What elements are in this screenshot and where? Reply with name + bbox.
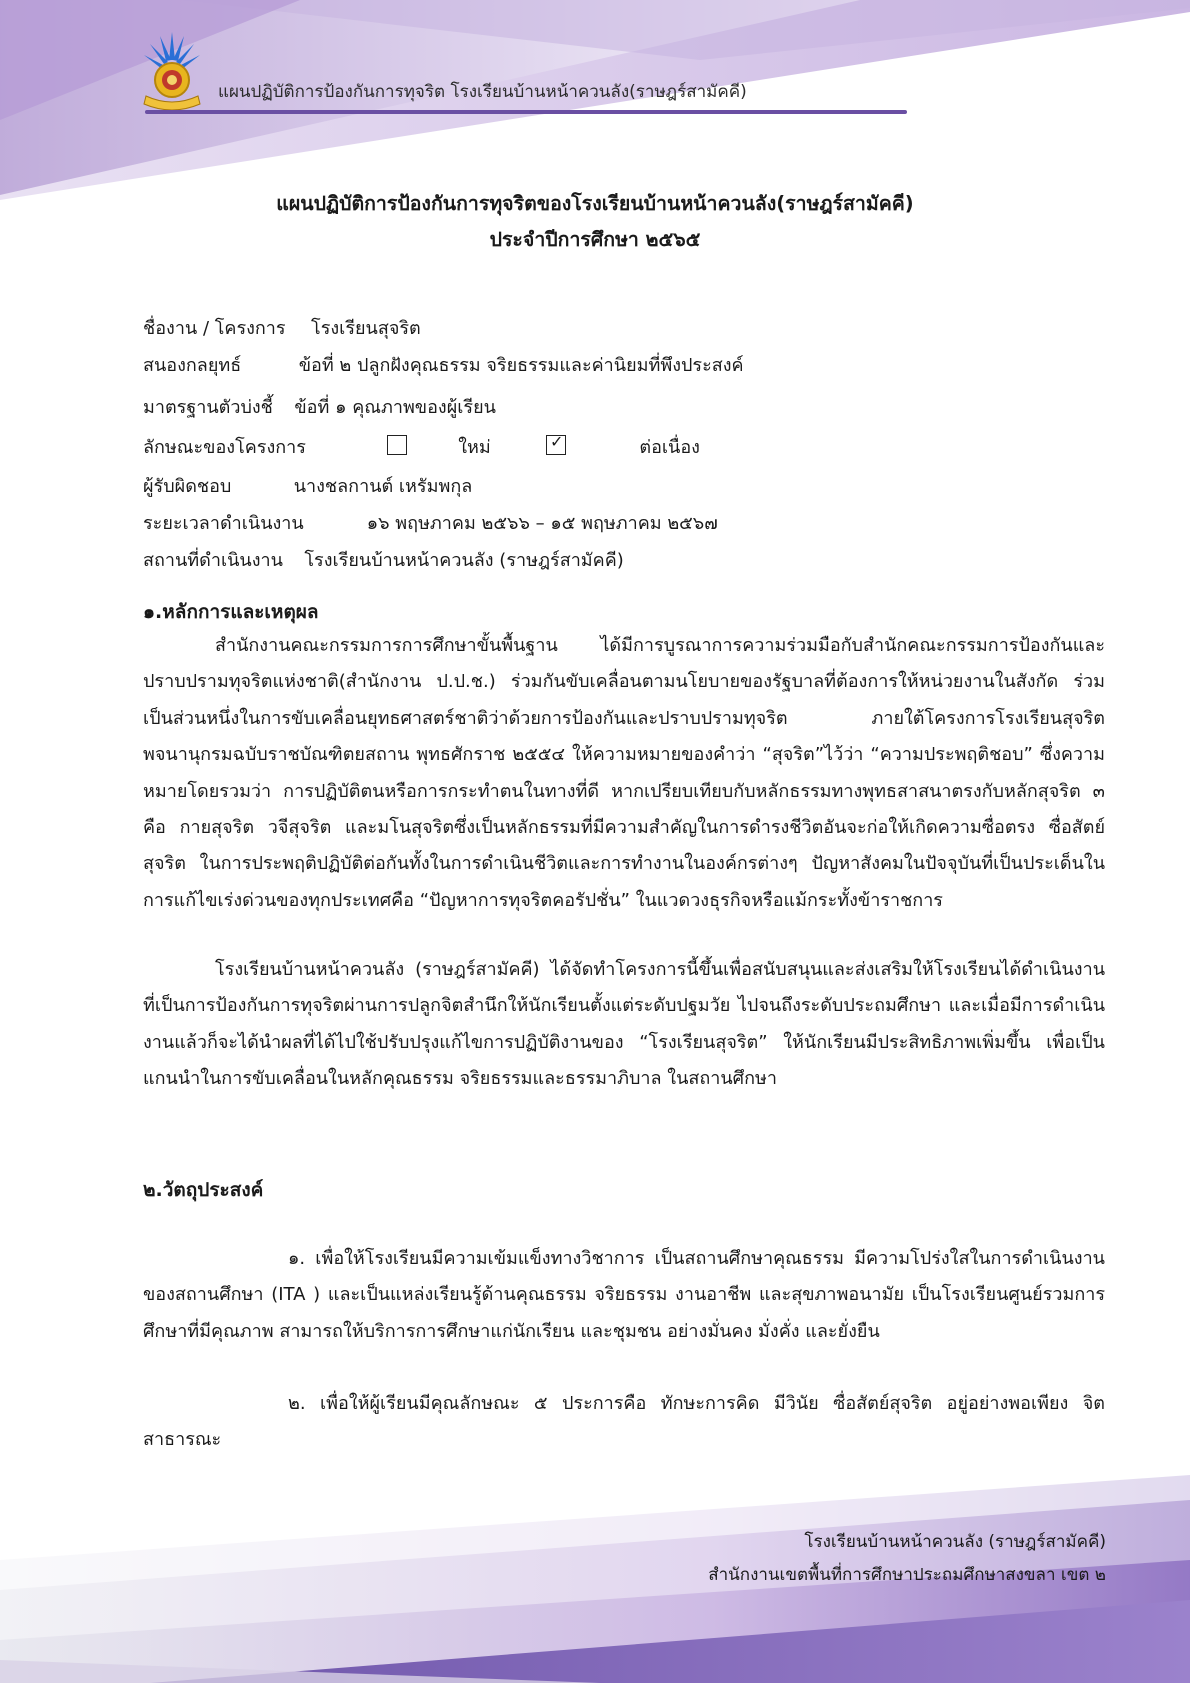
period-row	[143, 508, 718, 537]
project-type-row	[143, 432, 700, 461]
responsible-value: นางชลกานต์ เหรัมพกุล	[293, 476, 473, 497]
location-value: โรงเรียนบ้านหน้าควนลัง (ราษฎร์สามัคคี)	[304, 550, 624, 571]
strategy-value: ข้อที่ ๒ ปลูกฝังคุณธรรม จริยธรรมและค่านิยมที่พึงประสงค์	[298, 355, 744, 376]
document-title: แผนปฏิบัติการป้องกันการทุจริตของโรงเรียนบ้านหน้าควนลัง(ราษฎร์สามัคคี)	[276, 192, 914, 215]
header-divider	[145, 110, 907, 114]
indicator-label: มาตรฐานตัวบ่งชี้	[143, 397, 273, 418]
footer-school: โรงเรียนบ้านหน้าควนลัง (ราษฎร์สามัคคี)	[804, 1532, 1106, 1552]
indicator-row	[143, 392, 496, 421]
new-project-checkbox[interactable]	[387, 435, 407, 455]
responsible-label: ผู้รับผิดชอบ	[143, 476, 232, 497]
location-row	[143, 545, 624, 574]
objective-2: ๒. เพื่อให้ผู้เรียนมีคุณลักษณะ ๕ ประการคือ ทักษะการคิด มีวินัย ซื่อสัตย์สุจริต อยู่อย่างพอเพียง จิตสาธารณะ	[143, 1393, 1105, 1451]
continuing-project-label: ต่อเนื่อง	[639, 437, 700, 458]
project-label: ชื่องาน / โครงการ	[143, 318, 286, 339]
check-mark-icon: ✓	[549, 432, 564, 451]
period-label: ระยะเวลาดำเนินงาน	[143, 513, 304, 534]
footer-office: สำนักงานเขตพื้นที่การศึกษาประถมศึกษาสงขลา เขต ๒	[708, 1565, 1106, 1585]
section-1-paragraph-1: สำนักงานคณะกรรมการการศึกษาขั้นพื้นฐาน ได้มีการบูรณาการความร่วมมือกับสำนักคณะกรรมการป้องกันและปราบปรามทุจริตแห่งชาติ(สำนักงาน ป.ป.ช.) ร่วมกันขับเคลื่อนตามนโยบายของรัฐบาลที่ต้องการให้หน่วยงานในสังกัด ร่วมเป็นส่วนหนึ่งในการขับเคลื่อนยุทธศาสตร์ชาติว่าด้วยการป้องกันและปราบปรามทุจริต ภายใต้โครงการโรงเรียนสุจริต พจนานุกรมฉบับราชบัณฑิตยสถาน พุทธศักราช ๒๕๕๔ ให้ความหมายของคำว่า “สุจริต”ไว้ว่า “ความประพฤติชอบ” ซึ่งความหมายโดยรวมว่า การปฏิบัติตนหรือการกระทำตนในทางที่ดี หากเปรียบเทียบกับหลักธรรมทางพุทธสาสนาตรงกับหลักสุจริต ๓ คือ กายสุจริต วจีสุจริต และมโนสุจริตซึ่งเป็นหลักธรรมที่มีความสำคัญในการดำรงชีวิตอันจะก่อให้เกิดความซื่อตรง ซื่อสัตย์ สุจริต ในการประพฤติปฏิบัติต่อกันทั้งในการดำเนินชีวิตและการทำงานในองค์กรต่างๆ ปัญหาสังคมในปัจจุบันที่เป็นประเด็นในการแก้ไขเร่งด่วนของทุกประเทศคือ “ปัญหาการทุจริตคอรัปชั่น” ในแวดวงธุรกิจหรือแม้กระทั้งข้าราชการ	[143, 635, 1105, 911]
period-value: ๑๖ พฤษภาคม ๒๕๖๖ – ๑๕ พฤษภาคม ๒๕๖๗	[366, 513, 718, 534]
project-value: โรงเรียนสุจริต	[311, 318, 421, 339]
section-1-heading: ๑.หลักการและเหตุผล	[143, 601, 319, 623]
continuing-project-checkbox[interactable]	[546, 432, 566, 455]
strategy-label: สนองกลยุทธ์	[143, 355, 242, 376]
strategy-row	[143, 350, 744, 379]
new-project-label: ใหม่	[458, 437, 491, 458]
document-subtitle: ประจำปีการศึกษา ๒๕๖๕	[489, 228, 701, 251]
indicator-value: ข้อที่ ๑ คุณภาพของผู้เรียน	[294, 397, 496, 418]
section-1-paragraph-2: โรงเรียนบ้านหน้าควนลัง (ราษฎร์สามัคคี) ได้จัดทำโครงการนี้ขึ้นเพื่อสนับสนุนและส่งเสริมให้โรงเรียนได้ดำเนินงานที่เป็นการป้องกันการทุจริตผ่านการปลูกจิตสำนึกให้นักเรียนตั้งแต่ระดับปฐมวัย ไปจนถึงระดับประถมศึกษา และเมื่อมีการดำเนินงานแล้วก็จะได้นำผลที่ได้ไปใช้ปรับปรุงแก้ไขการปฏิบัติงานของ “โรงเรียนสุจริต” ให้นักเรียนมีประสิทธิภาพเพิ่มขึ้น เพื่อเป็นแกนนำในการขับเคลื่อนในหลักคุณธรรม จริยธรรมและธรรมาภิบาล ในสถานศึกษา	[143, 959, 1105, 1090]
objective-1: ๑. เพื่อให้โรงเรียนมีความเข้มแข็งทางวิชาการ เป็นสถานศึกษาคุณธรรม มีความโปร่งใสในการดำเนินงานของสถานศึกษา (ITA ) และเป็นแหล่งเรียนรู้ด้านคุณธรรม จริยธรรม งานอาชีพ และสุขภาพอนามัย เป็นโรงเรียนศูนย์รวมการศึกษาที่มีคุณภาพ สามารถให้บริการการศึกษาแก่นักเรียน และชุมชน อย่างมั่นคง มั่งคั่ง และยั่งยืน	[143, 1248, 1105, 1342]
responsible-row	[143, 471, 472, 500]
project-row	[143, 313, 421, 342]
section-2-heading: ๒.วัตถุประสงค์	[143, 1179, 264, 1201]
school-emblem-icon	[140, 30, 204, 112]
location-label: สถานที่ดำเนินงาน	[143, 550, 283, 571]
header-plan-title: แผนปฏิบัติการป้องกันการทุจริต โรงเรียนบ้านหน้าควนลัง(ราษฎร์สามัคคี)	[218, 82, 747, 102]
project-type-label: ลักษณะของโครงการ	[143, 437, 306, 458]
